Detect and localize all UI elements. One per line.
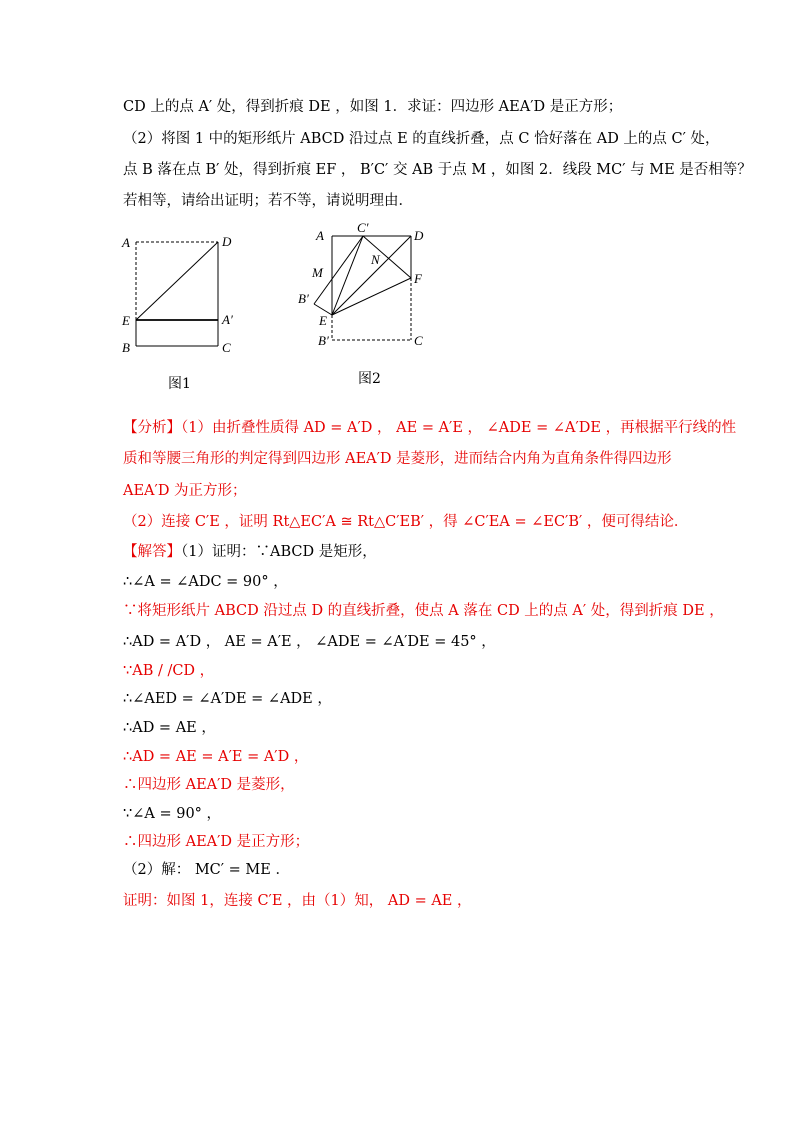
solution-line-2: ∴∠A = ∠ADC = 90° ， [123, 574, 288, 590]
solution-line-3: ∵将矩形纸片 ABCD 沿过点 D 的直线折叠，使点 A 落在 CD 上的点 A′ 处，得到折痕 DE ， [123, 603, 724, 619]
solution-line-13: 证明：如图 1，连接 C′E ，由（1）知， AD = AE ， [123, 893, 472, 909]
solution-line-9: ∴四边形 AEA′D 是菱形， [123, 777, 295, 793]
fig2-label-M: M [312, 265, 323, 280]
fig1-label-A-prime: A′ [222, 312, 233, 327]
figure-2-caption: 图2 [358, 371, 381, 387]
solution-line-12: （2）解： MC′ = ME ． [123, 862, 290, 878]
analysis-text-1: （1）由折叠性质得 AD = A′D ， AE = A′E ， ∠ADE = ∠A′DE ，再根据平行线的性 [181, 420, 737, 436]
fig2-label-A: A [316, 228, 324, 243]
solution-line-7: ∴AD = AE ， [123, 720, 216, 736]
fig1-label-B: B [122, 340, 130, 355]
fig2-label-C-prime: C′ [357, 220, 369, 235]
solution-line-11: ∴四边形 AEA′D 是正方形； [123, 834, 310, 850]
solution-line-6: ∴∠AED = ∠A′DE = ∠ADE ， [123, 691, 332, 707]
analysis-line-1 [123, 418, 736, 438]
analysis-line-2: 质和等腰三角形的判定得到四边形 AEA′D 是菱形，进而结合内角为直角条件得四边形 [123, 451, 672, 467]
solution-line-4: ∴AD = A′D ， AE = A′E ， ∠ADE = ∠A′DE = 45° ， [123, 634, 496, 650]
solution-line-1 [123, 542, 377, 562]
fig2-label-D: D [414, 228, 424, 243]
fig2-label-C: C [414, 333, 423, 348]
solution-line-8: ∴AD = AE = A′E = A′D ， [123, 749, 309, 765]
figure-2 [296, 220, 436, 355]
fig1-label-E: E [122, 313, 130, 328]
fig2-label-B-prime-bottom: B′ [318, 333, 329, 348]
problem-line-3: 点 B 落在点 B′ 处，得到折痕 EF ， B′C′ 交 AB 于点 M ，如图 2．线段 MC′ 与 ME 是否相等？ [123, 162, 752, 178]
analysis-line-3: AEA′D 为正方形； [123, 483, 247, 499]
solution-text-1: （1）证明：∵ABCD 是矩形， [181, 544, 377, 560]
fig2-label-F: F [414, 271, 422, 286]
problem-line-4: 若相等，请给出证明；若不等，请说明理由． [123, 193, 413, 209]
fig1-label-C: C [222, 340, 231, 355]
fig1-crease-DE [136, 242, 218, 320]
problem-line-2: （2）将图 1 中的矩形纸片 ABCD 沿过点 E 的直线折叠，点 C 恰好落在 AD 上的点 C′ 处， [123, 131, 720, 147]
solution-line-5: ∵AB / /CD ， [123, 663, 215, 679]
analysis-tag: 【分析】 [123, 420, 181, 436]
solution-line-10: ∵∠A = 90° ， [123, 806, 222, 822]
fig2-diagonal-ED [332, 236, 411, 315]
fig2-label-N: N [371, 252, 380, 267]
fig1-label-A: A [122, 235, 130, 250]
figure-1 [118, 228, 248, 360]
analysis-line-4: （2）连接 C′E ，证明 Rt△EC′A ≅ Rt△C′EB′ ，得 ∠C′EA = ∠EC′B′ ，便可得结论． [123, 514, 689, 530]
fig1-label-D: D [222, 234, 232, 249]
problem-line-1: CD 上的点 A′ 处，得到折痕 DE ，如图 1．求证：四边形 AEA′D 是正方形； [123, 99, 623, 115]
figure-1-caption: 图1 [168, 376, 191, 392]
solution-tag: 【解答】 [123, 544, 181, 560]
fig2-label-B-prime-left: B′ [298, 291, 309, 306]
fig2-label-E: E [319, 313, 327, 328]
